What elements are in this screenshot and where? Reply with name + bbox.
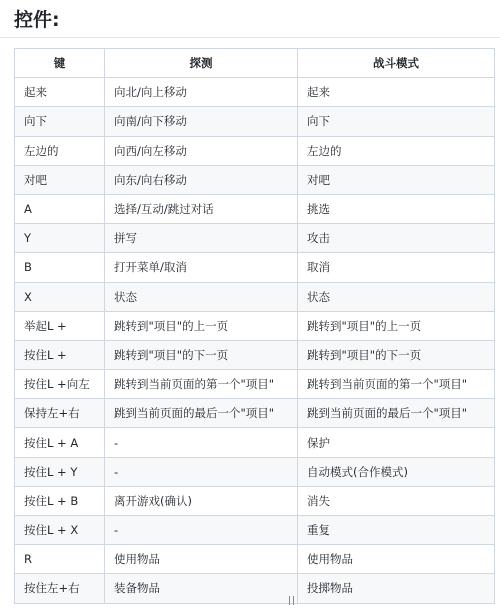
- explore-cell: 向东/向右移动: [105, 165, 298, 194]
- key-cell: 按住L +向左: [15, 370, 105, 399]
- table-row: [15, 574, 495, 603]
- key-cell: A: [15, 194, 105, 223]
- table-row: [15, 136, 495, 165]
- key-cell: 按住L + B: [15, 486, 105, 515]
- explore-cell: 装备物品: [105, 574, 298, 603]
- table-row: [15, 78, 495, 107]
- explore-cell: 离开游戏(确认): [105, 486, 298, 515]
- table-row: [15, 428, 495, 457]
- key-cell: 按住L +: [15, 340, 105, 369]
- table-header-row: [15, 49, 495, 78]
- explore-cell: -: [105, 428, 298, 457]
- battle-cell: 起来: [298, 78, 495, 107]
- explore-cell: 跳转到"项目"的上一页: [105, 311, 298, 340]
- explore-cell: 向西/向左移动: [105, 136, 298, 165]
- battle-cell: 自动模式(合作模式): [298, 457, 495, 486]
- table-row: [15, 486, 495, 515]
- explore-cell: 使用物品: [105, 545, 298, 574]
- explore-cell: 跳转到当前页面的第一个"项目": [105, 370, 298, 399]
- key-cell: 按住L + X: [15, 516, 105, 545]
- table-row: [15, 457, 495, 486]
- explore-cell: 向南/向下移动: [105, 107, 298, 136]
- key-cell: 左边的: [15, 136, 105, 165]
- controls-table: [14, 48, 495, 604]
- explore-cell: 跳到当前页面的最后一个"项目": [105, 399, 298, 428]
- key-cell: 按住L + A: [15, 428, 105, 457]
- table-row: [15, 107, 495, 136]
- battle-cell: 使用物品: [298, 545, 495, 574]
- key-cell: 举起L +: [15, 311, 105, 340]
- battle-cell: 左边的: [298, 136, 495, 165]
- key-cell: R: [15, 545, 105, 574]
- key-cell: 保持左+右: [15, 399, 105, 428]
- key-cell: 对吧: [15, 165, 105, 194]
- table-row: [15, 282, 495, 311]
- table-row: [15, 165, 495, 194]
- battle-cell: 跳转到"项目"的上一页: [298, 311, 495, 340]
- table-row: [15, 311, 495, 340]
- key-cell: X: [15, 282, 105, 311]
- table-row: [15, 516, 495, 545]
- key-cell: 按住L + Y: [15, 457, 105, 486]
- battle-cell: 状态: [298, 282, 495, 311]
- explore-cell: 选择/互动/跳过对话: [105, 194, 298, 223]
- battle-cell: 挑选: [298, 194, 495, 223]
- header-battle-mode: 战斗模式: [298, 49, 495, 78]
- table-row: [15, 224, 495, 253]
- explore-cell: 状态: [105, 282, 298, 311]
- battle-cell: 跳到当前页面的最后一个"项目": [298, 399, 495, 428]
- explore-cell: -: [105, 457, 298, 486]
- battle-cell: 投掷物品: [298, 574, 495, 603]
- battle-cell: 保护: [298, 428, 495, 457]
- heading-divider: [0, 37, 500, 38]
- battle-cell: 重复: [298, 516, 495, 545]
- key-cell: 起来: [15, 78, 105, 107]
- battle-cell: 跳转到当前页面的第一个"项目": [298, 370, 495, 399]
- table-row: [15, 370, 495, 399]
- key-cell: 向下: [15, 107, 105, 136]
- table-row: [15, 399, 495, 428]
- key-cell: B: [15, 253, 105, 282]
- battle-cell: 消失: [298, 486, 495, 515]
- explore-cell: 跳转到"项目"的下一页: [105, 340, 298, 369]
- explore-cell: 打开菜单/取消: [105, 253, 298, 282]
- header-key: 键: [15, 49, 105, 78]
- page-title: 控件:: [14, 9, 60, 31]
- key-cell: Y: [15, 224, 105, 253]
- key-cell: 按住左+右: [15, 574, 105, 603]
- table-row: [15, 340, 495, 369]
- header-explore: 探测: [105, 49, 298, 78]
- explore-cell: -: [105, 516, 298, 545]
- battle-cell: 取消: [298, 253, 495, 282]
- explore-cell: 向北/向上移动: [105, 78, 298, 107]
- battle-cell: 跳转到"项目"的下一页: [298, 340, 495, 369]
- explore-cell: 拼写: [105, 224, 298, 253]
- table-row: [15, 545, 495, 574]
- table-row: [15, 253, 495, 282]
- text-cursor-icon: [289, 596, 294, 605]
- table-row: [15, 194, 495, 223]
- battle-cell: 攻击: [298, 224, 495, 253]
- battle-cell: 对吧: [298, 165, 495, 194]
- battle-cell: 向下: [298, 107, 495, 136]
